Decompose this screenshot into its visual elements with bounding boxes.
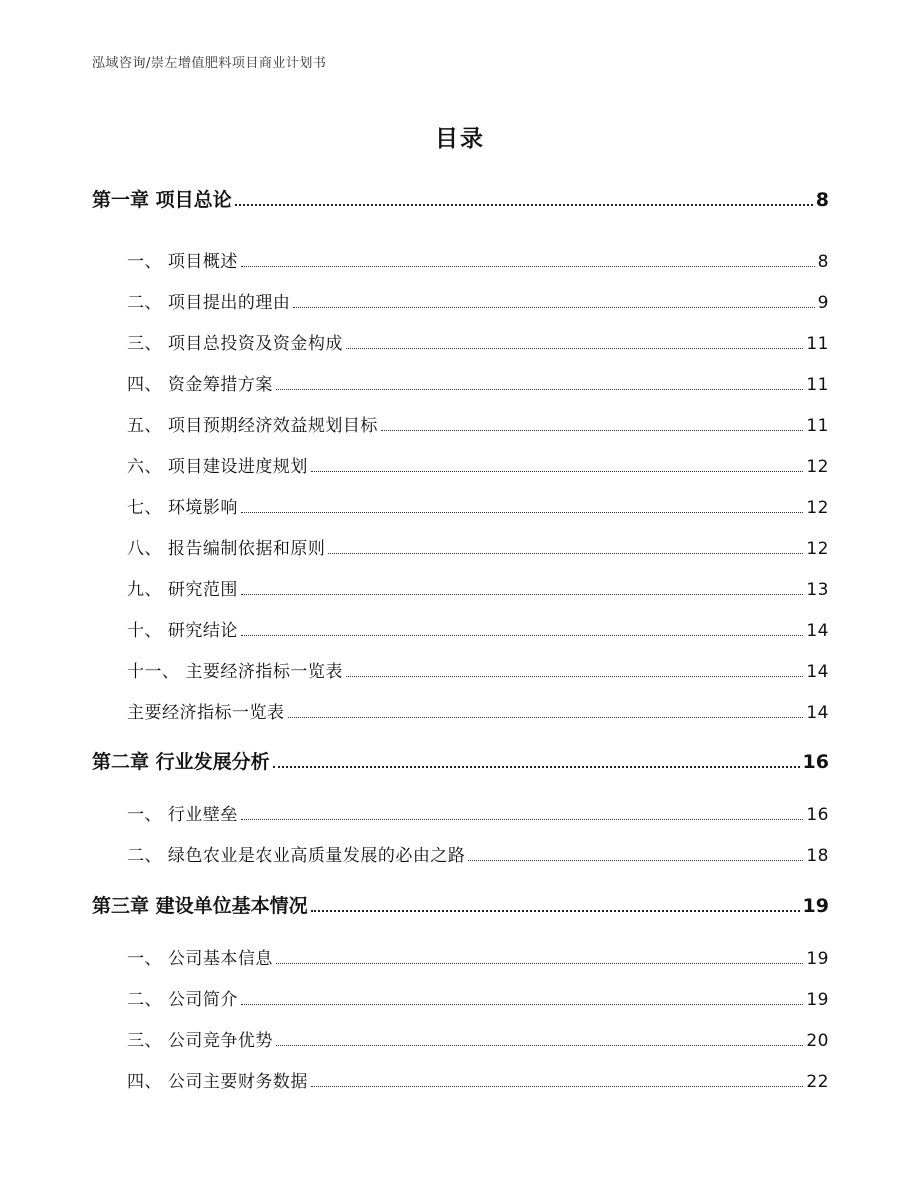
toc-entry-label: 二、 绿色农业是农业高质量发展的必由之路	[127, 846, 466, 866]
toc-page-number: 9	[817, 293, 829, 313]
dot-leader	[381, 429, 803, 431]
toc-page-number: 11	[806, 375, 829, 395]
toc-entry-label: 第二章 行业发展分析	[92, 751, 270, 773]
toc-section-2-1[interactable]	[127, 800, 829, 825]
dot-leader	[276, 962, 803, 964]
toc-page-number: 12	[806, 498, 829, 518]
toc-entry-label: 二、 项目提出的理由	[127, 293, 291, 313]
dot-leader	[241, 511, 803, 513]
dot-leader	[276, 1044, 803, 1046]
toc-page-number: 18	[806, 846, 829, 866]
toc-page-number: 14	[806, 662, 829, 682]
toc-page-number: 11	[806, 416, 829, 436]
toc-title: 目录	[435, 126, 485, 152]
dot-leader	[311, 1085, 803, 1087]
toc-page-number: 19	[806, 949, 829, 969]
toc-section-1-3[interactable]	[127, 329, 829, 354]
dot-leader	[273, 765, 800, 768]
toc-page-number: 16	[806, 805, 829, 825]
dot-leader	[346, 347, 803, 349]
toc-page-number: 12	[806, 539, 829, 559]
dot-leader	[328, 552, 803, 554]
toc-entry-label: 四、 资金筹措方案	[127, 375, 273, 395]
toc-entry-label: 第一章 项目总论	[92, 189, 232, 211]
toc-section-1-9[interactable]	[127, 575, 829, 600]
toc-page-number: 8	[817, 252, 829, 272]
toc-entry-label: 八、 报告编制依据和原则	[127, 539, 326, 559]
dot-leader	[311, 909, 800, 912]
dot-leader	[241, 265, 815, 267]
toc-entry-label: 主要经济指标一览表	[127, 703, 285, 723]
dot-leader	[235, 203, 813, 206]
toc-page-number: 12	[806, 457, 829, 477]
dot-leader	[288, 716, 804, 718]
toc-section-1-6[interactable]	[127, 452, 829, 477]
toc-section-1-10[interactable]	[127, 616, 829, 641]
toc-page-number: 11	[806, 334, 829, 354]
dot-leader	[293, 306, 814, 308]
dot-leader	[241, 593, 803, 595]
toc-page-number: 19	[806, 990, 829, 1010]
toc-entry-label: 一、 项目概述	[127, 252, 238, 272]
toc-entry-label: 六、 项目建设进度规划	[127, 457, 308, 477]
toc-entry-label: 第三章 建设单位基本情况	[92, 895, 308, 917]
dot-leader	[241, 1003, 803, 1005]
toc-entry-label: 二、 公司简介	[127, 990, 238, 1010]
toc-entry-label: 一、 行业壁垒	[127, 805, 238, 825]
toc-section-1-8[interactable]	[127, 534, 829, 559]
running-header: 泓域咨询/崇左增值肥料项目商业计划书	[92, 56, 327, 71]
toc-entry-label: 三、 公司竞争优势	[127, 1031, 273, 1051]
toc-section-1-5[interactable]	[127, 411, 829, 436]
toc-page-number: 14	[806, 621, 829, 641]
dot-leader	[241, 634, 803, 636]
toc-section-3-1[interactable]	[127, 944, 829, 969]
toc-entry-label: 五、 项目预期经济效益规划目标	[127, 416, 378, 436]
toc-section-3-3[interactable]	[127, 1026, 829, 1051]
toc-entry-label: 十一、 主要经济指标一览表	[127, 662, 343, 682]
dot-leader	[241, 818, 803, 820]
toc-section-1-4[interactable]	[127, 370, 829, 395]
toc-page-number: 22	[806, 1072, 829, 1092]
toc-section-1-11[interactable]	[127, 657, 829, 682]
toc-section-1-2[interactable]	[127, 288, 829, 313]
toc-entry-label: 四、 公司主要财务数据	[127, 1072, 308, 1092]
toc-section-1-table[interactable]	[127, 698, 829, 723]
toc-entry-label: 九、 研究范围	[127, 580, 238, 600]
dot-leader	[468, 859, 803, 861]
dot-leader	[346, 675, 803, 677]
toc-chapter-1[interactable]	[92, 185, 829, 212]
toc-page-number: 16	[802, 751, 829, 773]
toc-section-3-4[interactable]	[127, 1067, 829, 1092]
toc-section-3-2[interactable]	[127, 985, 829, 1010]
toc-page-number: 13	[806, 580, 829, 600]
toc-section-1-7[interactable]	[127, 493, 829, 518]
toc-entry-label: 一、 公司基本信息	[127, 949, 273, 969]
toc-entry-label: 十、 研究结论	[127, 621, 238, 641]
toc-page-number: 20	[806, 1031, 829, 1051]
toc-page-number: 8	[815, 189, 829, 211]
toc-section-1-1[interactable]	[127, 247, 829, 272]
toc-section-2-2[interactable]	[127, 841, 829, 866]
toc-page-number: 14	[806, 703, 829, 723]
toc-chapter-3[interactable]	[92, 891, 829, 918]
dot-leader	[311, 470, 803, 472]
toc-entry-label: 三、 项目总投资及资金构成	[127, 334, 343, 354]
toc-chapter-2[interactable]	[92, 747, 829, 774]
toc-entry-label: 七、 环境影响	[127, 498, 238, 518]
toc-page-number: 19	[802, 895, 829, 917]
dot-leader	[276, 388, 803, 390]
